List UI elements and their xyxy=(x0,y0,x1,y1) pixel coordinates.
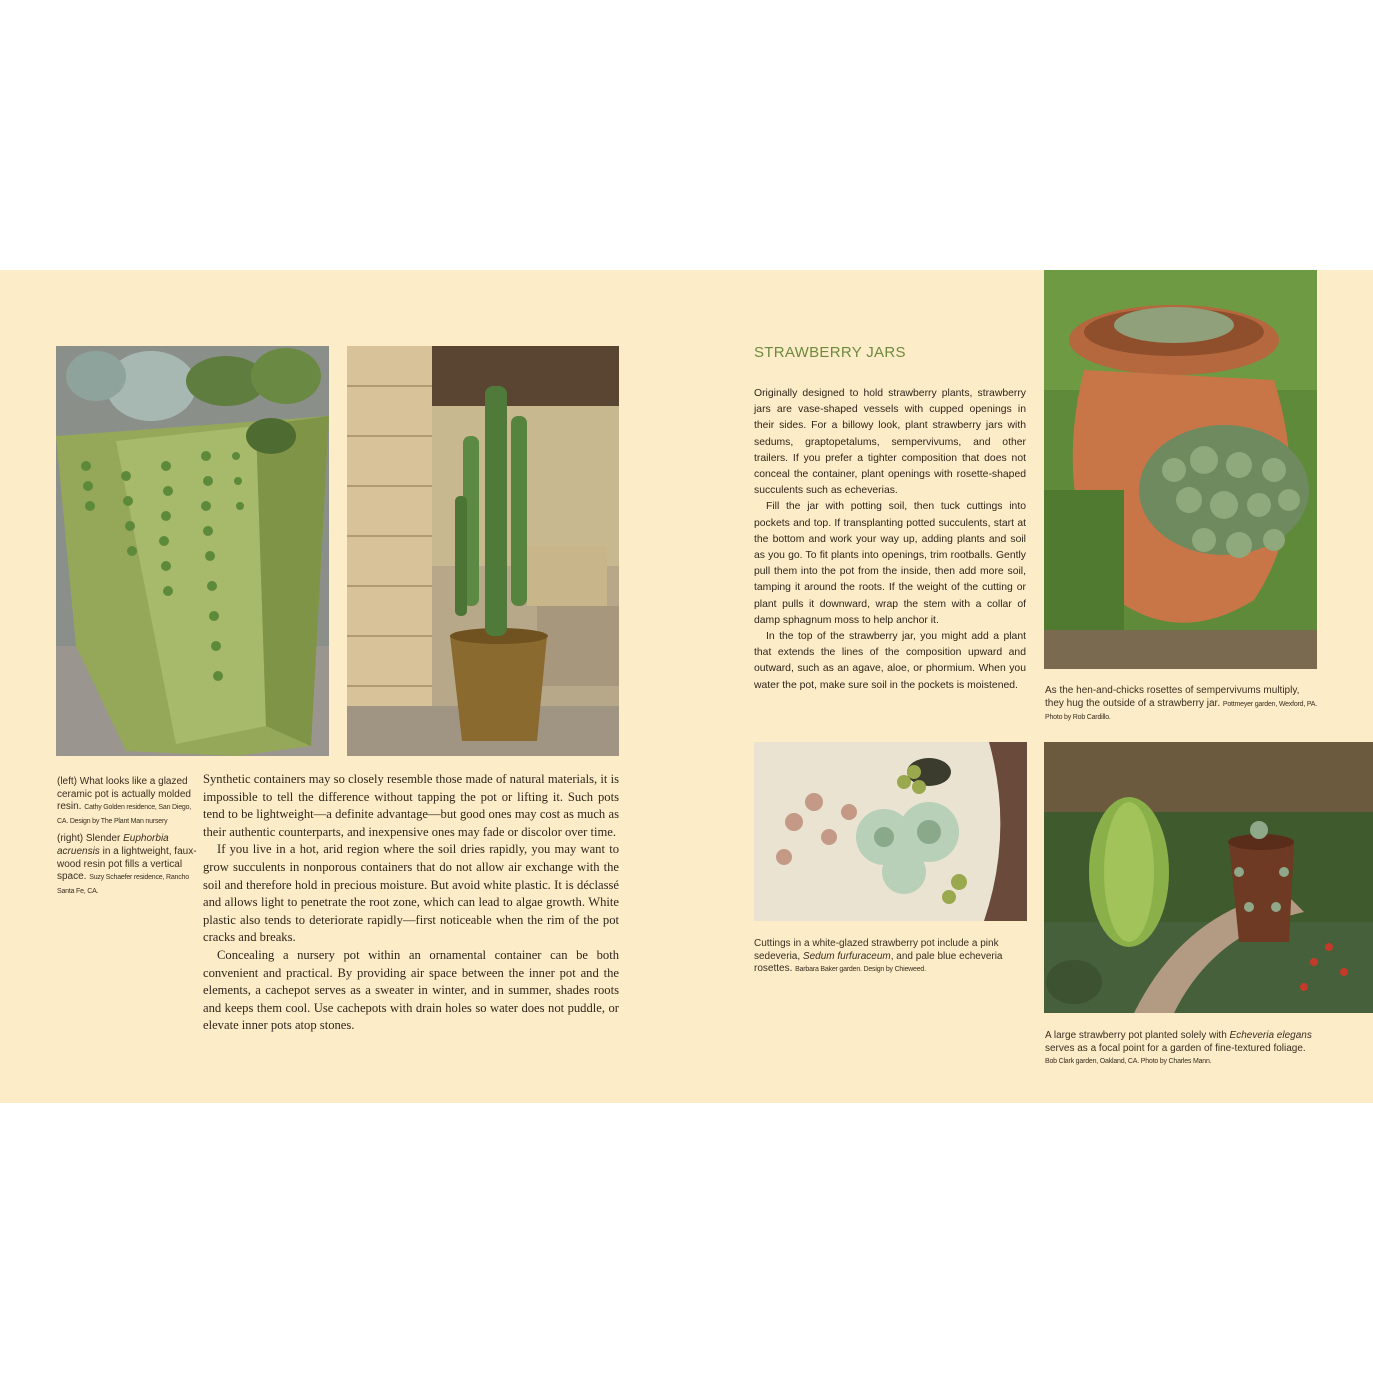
caption-left-photos xyxy=(57,776,197,903)
left-paragraph-2: If you live in a hot, arid region where the soil dries rapidly, you may want to grow succulents in nonporous containers that do not allow air exchange with the soil and therefore hold in precious moisture. But avoid white plastic. It is déclassé and allows light to penetrate the root zone, which can lead to algae growth. White plastic also tends to deteriorate rapidly—first noticeable when the rim of the pot cracks and breaks. xyxy=(203,842,619,945)
caption-white-glazed-pot: Cuttings in a white-glazed strawberry pot include a pink sedeveria, Sedum furfuraceum, and pale blue echeveria rosettes. Barbara Baker garden. Design by Chieweed. xyxy=(754,938,1003,975)
left-paragraph-3: Concealing a nursery pot within an ornamental container can be both convenient and practical. By providing air space between the inner pot and the elements, a cachepot serves as a sweater in winter, and in summer, shades roots and keeps them cool. Use cachepots with drain holes so water does not puddle, or elevate inner pots atop stones. xyxy=(203,947,619,1033)
caption-terracotta-jar: As the hen-and-chicks rosettes of sempervivums multiply, they hug the outside of a strawberry jar. Pottmeyer garden, Wexford, PA. Photo by Rob Cardillo. xyxy=(1045,685,1318,722)
left-paragraph-1: Synthetic containers may so closely resemble those made of natural materials, it is impossible to tell the difference without tapping the pot or lifting it. Such pots tend to be lightweight—a definite advantage—but good ones may cost as much as their authentic counterparts, and inexpensive ones may fade or discolor over time. xyxy=(203,772,619,839)
photo-euphorbia-pot xyxy=(347,346,619,756)
caption-left-pot: (left) What looks like a glazed ceramic pot is actually molded resin. Cathy Golden residence, San Diego, CA. Design by The Plant Man nursery xyxy=(57,776,192,825)
caption-right-euphorbia: (right) Slender Euphorbia acruensis in a lightweight, faux-wood resin pot fills a vertical space. Suzy Schaefer residence, Rancho Santa Fe, CA. xyxy=(57,833,197,895)
left-body-text xyxy=(203,771,619,1035)
photo-garden-strawberry-pot xyxy=(1044,742,1373,1013)
photo-white-glazed-pot xyxy=(754,742,1027,921)
right-paragraph-1: Originally designed to hold strawberry plants, strawberry jars are vase-shaped vessels with cupped openings in their sides. For a billowy look, plant strawberry jars with sedums, graptopetalums, sempervivums, and other trailers. If you prefer a tighter composition that does not conceal the container, plant openings with rosette-shaped succulents such as echeverias. xyxy=(754,388,1026,497)
photo-green-glazed-pot xyxy=(56,346,329,756)
right-paragraph-3: In the top of the strawberry jar, you might add a plant that extends the lines of the composition upward and outward, such as an agave, aloe, or phormium. When you water the pot, make sure soil in the pockets is moistened. xyxy=(754,631,1026,691)
photo-terracotta-strawberry-jar xyxy=(1044,270,1317,669)
right-body-text xyxy=(754,386,1026,694)
caption-garden-strawberry-pot: A large strawberry pot planted solely with Echeveria elegans serves as a focal point for a garden of fine-textured foliage. Bob Clark garden, Oakland, CA. Photo by Charles Mann. xyxy=(1045,1030,1312,1066)
right-paragraph-2: Fill the jar with potting soil, then tuck cuttings into pockets and top. If transplanting potted succulents, start at the bottom and work your way up, adding plants and soil as you go. To fit plants into openings, trim rootballs. Gently pull them into the pot from the inside, then add more soil, tamping it around the roots. If the weight of the cutting or plant pulls it downward, wrap the stem with a collar of damp sphagnum moss to help anchor it. xyxy=(754,501,1026,626)
section-heading: STRAWBERRY JARS xyxy=(754,344,906,361)
